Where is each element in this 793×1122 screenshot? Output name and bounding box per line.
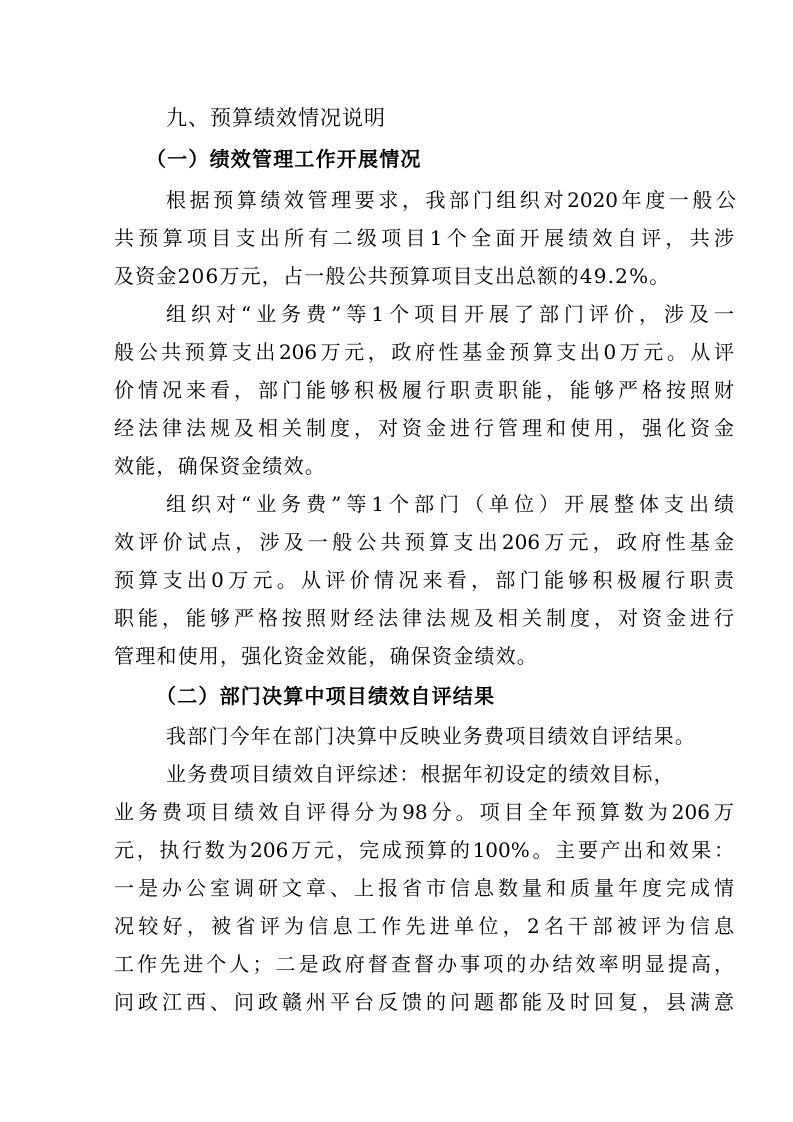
paragraph-line: 况较好，被省评为信息工作先进单位，2名干部被评为信息	[114, 914, 734, 938]
paragraph-line: 价情况来看，部门能够积极履行职责职能，能够严格按照财	[114, 378, 734, 402]
paragraph-line: 元，执行数为206万元，完成预算的100%。主要产出和效果：	[114, 838, 734, 862]
paragraph-line: 问政江西、问政赣州平台反馈的问题都能及时回复，县满意	[114, 990, 734, 1014]
paragraph-line: 预算支出0万元。从评价情况来看，部门能够积极履行职责	[114, 568, 734, 592]
paragraph-line: 效评价试点，涉及一般公共预算支出206万元，政府性基金	[114, 530, 734, 554]
paragraph-line: 工作先进个人；二是政府督查督办事项的办结效率明显提高，	[114, 952, 734, 976]
paragraph-line: 根据预算绩效管理要求，我部门组织对2020年度一般公	[166, 188, 736, 212]
paragraph-line: 业务费项目绩效自评得分为98分。项目全年预算数为206万	[114, 800, 734, 824]
paragraph-line: 组织对“业务费”等1个部门（单位）开展整体支出绩	[166, 492, 734, 516]
paragraph-line: 效能，确保资金绩效。	[114, 454, 326, 478]
paragraph-line: 一是办公室调研文章、上报省市信息数量和质量年度完成情	[114, 876, 734, 900]
section-title: 九、预算绩效情况说明	[166, 106, 386, 130]
paragraph-line: 我部门今年在部门决算中反映业务费项目绩效自评结果。	[166, 724, 696, 748]
paragraph-line: 般公共预算支出206万元，政府性基金预算支出0万元。从评	[114, 340, 734, 364]
paragraph-line: 职能，能够严格按照财经法律法规及相关制度，对资金进行	[114, 606, 734, 630]
paragraph-line: 业务费项目绩效自评综述：根据年初设定的绩效目标，	[166, 762, 675, 786]
subsection-title-2: （二）部门决算中项目绩效自评结果	[156, 684, 496, 708]
paragraph-line: 及资金206万元，占一般公共预算项目支出总额的49.2%。	[114, 264, 671, 288]
paragraph-line: 共预算项目支出所有二级项目1个全面开展绩效自评，共涉	[114, 226, 734, 250]
paragraph-line: 管理和使用，强化资金效能，确保资金绩效。	[114, 644, 538, 668]
paragraph-line: 组织对“业务费”等1个项目开展了部门评价，涉及一	[166, 302, 734, 326]
subsection-title-1: （一）绩效管理工作开展情况	[146, 147, 422, 171]
paragraph-line: 经法律法规及相关制度，对资金进行管理和使用，强化资金	[114, 416, 734, 440]
